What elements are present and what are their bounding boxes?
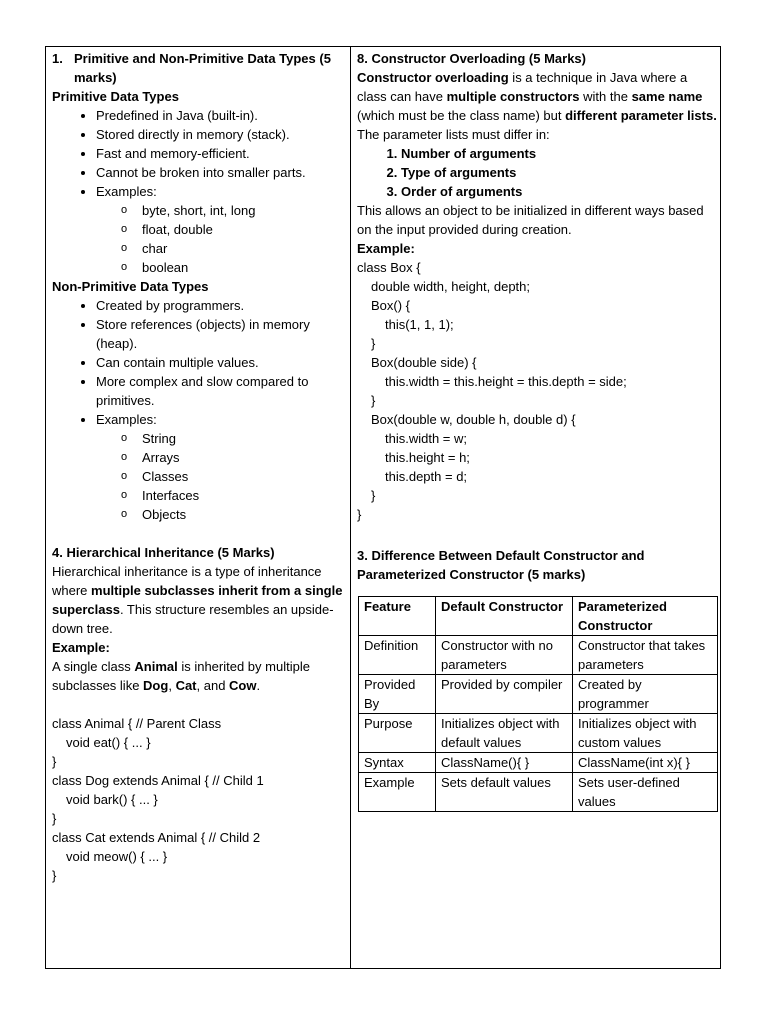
code-line: Box() { xyxy=(371,298,411,313)
code-line: Box(double w, double h, double d) { xyxy=(371,412,576,427)
list-item: • Stored directly in memory (stack). xyxy=(96,125,346,144)
table-row xyxy=(359,714,718,753)
section-1-number: 1. xyxy=(52,51,63,66)
primitive-examples xyxy=(96,201,346,277)
code-line: void eat() { ... } xyxy=(66,735,151,750)
code-line: this.height = h; xyxy=(385,450,470,465)
section-4-paragraph: Hierarchical inheritance is a type of inheritance where multiple subclasses inherit from a single superclass. This structure resembles an upside-down tree. xyxy=(52,564,343,636)
list-item: • Store references (objects) in memory (heap). xyxy=(96,315,346,353)
table-cell: Sets default values xyxy=(436,773,573,812)
list-item: • Predefined in Java (built-in). xyxy=(96,106,346,125)
table-cell: Provided By xyxy=(359,675,436,714)
section-8-title: 8. Constructor Overloading (5 Marks) xyxy=(357,51,586,66)
list-item: • Fast and memory-efficient. xyxy=(96,144,346,163)
table-cell: Constructor that takes parameters xyxy=(573,636,718,675)
code-line: this.depth = d; xyxy=(385,469,468,484)
section-1-title-text: Primitive and Non-Primitive Data Types (5 marks) xyxy=(74,51,331,85)
table-cell: Initializes object with custom values xyxy=(573,714,718,753)
code-line: } xyxy=(52,811,57,826)
code-line: Box(double side) { xyxy=(371,355,477,370)
code-line: void bark() { ... } xyxy=(66,792,158,807)
section-8-numbered-list xyxy=(357,144,717,201)
list-item: o Objects xyxy=(142,505,346,524)
section-8-summary: This allows an object to be initialized in different ways based on the input provided during creation. xyxy=(357,203,704,237)
table-cell: Example xyxy=(359,773,436,812)
table-row xyxy=(359,753,718,773)
list-item xyxy=(96,182,346,277)
column-divider xyxy=(350,47,351,968)
list-item: • More complex and slow compared to primitives. xyxy=(96,372,346,410)
code-line: } xyxy=(52,868,57,883)
section-4-example-text: A single class Animal is inherited by multiple subclasses like Dog, Cat, and Cow. xyxy=(52,659,310,693)
table-header-cell: Feature xyxy=(359,597,436,636)
table-row xyxy=(359,773,718,812)
code-line: } xyxy=(371,488,376,503)
code-line: class Dog extends Animal { // Child 1 xyxy=(52,773,264,788)
list-item: 3. Order of arguments xyxy=(401,182,717,201)
table-header-cell: Parameterized Constructor xyxy=(573,597,718,636)
table-header-cell: Default Constructor xyxy=(436,597,573,636)
table-cell: Sets user-defined values xyxy=(573,773,718,812)
list-item: o float, double xyxy=(142,220,346,239)
list-item: o Interfaces xyxy=(142,486,346,505)
code-line: class Cat extends Animal { // Child 2 xyxy=(52,830,261,845)
section-4-example-label: Example: xyxy=(52,640,110,655)
examples-label: Examples: xyxy=(96,184,157,199)
code-line: class Box { xyxy=(357,260,421,275)
table-row xyxy=(359,636,718,675)
code-line: } xyxy=(52,754,57,769)
table-cell: Created by programmer xyxy=(573,675,718,714)
code-line: this.width = this.height = this.depth = side; xyxy=(385,374,627,389)
list-item xyxy=(96,410,346,524)
section-8-list-intro: The parameter lists must differ in: xyxy=(357,127,550,142)
comparison-table xyxy=(358,596,718,812)
section-8-example-label: Example: xyxy=(357,241,415,256)
list-item: o boolean xyxy=(142,258,346,277)
code-line: } xyxy=(371,393,376,408)
right-column xyxy=(357,49,717,812)
table-cell: ClassName(){ } xyxy=(436,753,573,773)
nonprimitive-heading: Non-Primitive Data Types xyxy=(52,279,209,294)
section-3-title: 3. Difference Between Default Constructor and Parameterized Constructor (5 marks) xyxy=(357,548,645,582)
table-header-row xyxy=(359,597,718,636)
code-line: this.width = w; xyxy=(385,431,468,446)
left-column xyxy=(52,49,346,885)
nonprimitive-examples xyxy=(96,429,346,524)
list-item: o byte, short, int, long xyxy=(142,201,346,220)
examples-label: Examples: xyxy=(96,412,157,427)
code-line: class Animal { // Parent Class xyxy=(52,716,222,731)
table-cell: Definition xyxy=(359,636,436,675)
document-frame xyxy=(45,46,721,969)
table-cell: Constructor with no parameters xyxy=(436,636,573,675)
list-item: o String xyxy=(142,429,346,448)
section-8-paragraph: Constructor overloading is a technique in Java where a class can have multiple constructors with the same name (which must be the class name) but different parameter lists. xyxy=(357,70,717,123)
list-item: o Arrays xyxy=(142,448,346,467)
nonprimitive-bullets xyxy=(52,296,346,524)
code-line: } xyxy=(357,507,362,522)
list-item: o char xyxy=(142,239,346,258)
code-line: void meow() { ... } xyxy=(66,849,168,864)
code-line: this(1, 1, 1); xyxy=(385,317,454,332)
list-item: 1. Number of arguments xyxy=(401,144,717,163)
table-cell: Initializes object with default values xyxy=(436,714,573,753)
list-item: 2. Type of arguments xyxy=(401,163,717,182)
list-item: • Created by programmers. xyxy=(96,296,346,315)
section-8-code xyxy=(357,258,717,524)
primitive-bullets xyxy=(52,106,346,277)
code-line: } xyxy=(371,336,376,351)
table-cell: Syntax xyxy=(359,753,436,773)
section-4-code xyxy=(52,714,346,885)
list-item: • Can contain multiple values. xyxy=(96,353,346,372)
section-1-title xyxy=(52,49,346,87)
section-4-title: 4. Hierarchical Inheritance (5 Marks) xyxy=(52,545,275,560)
primitive-heading: Primitive Data Types xyxy=(52,89,179,104)
table-cell: Purpose xyxy=(359,714,436,753)
code-line: double width, height, depth; xyxy=(371,279,531,294)
table-row xyxy=(359,675,718,714)
list-item: • Cannot be broken into smaller parts. xyxy=(96,163,346,182)
list-item: o Classes xyxy=(142,467,346,486)
table-cell: ClassName(int x){ } xyxy=(573,753,718,773)
table-cell: Provided by compiler xyxy=(436,675,573,714)
